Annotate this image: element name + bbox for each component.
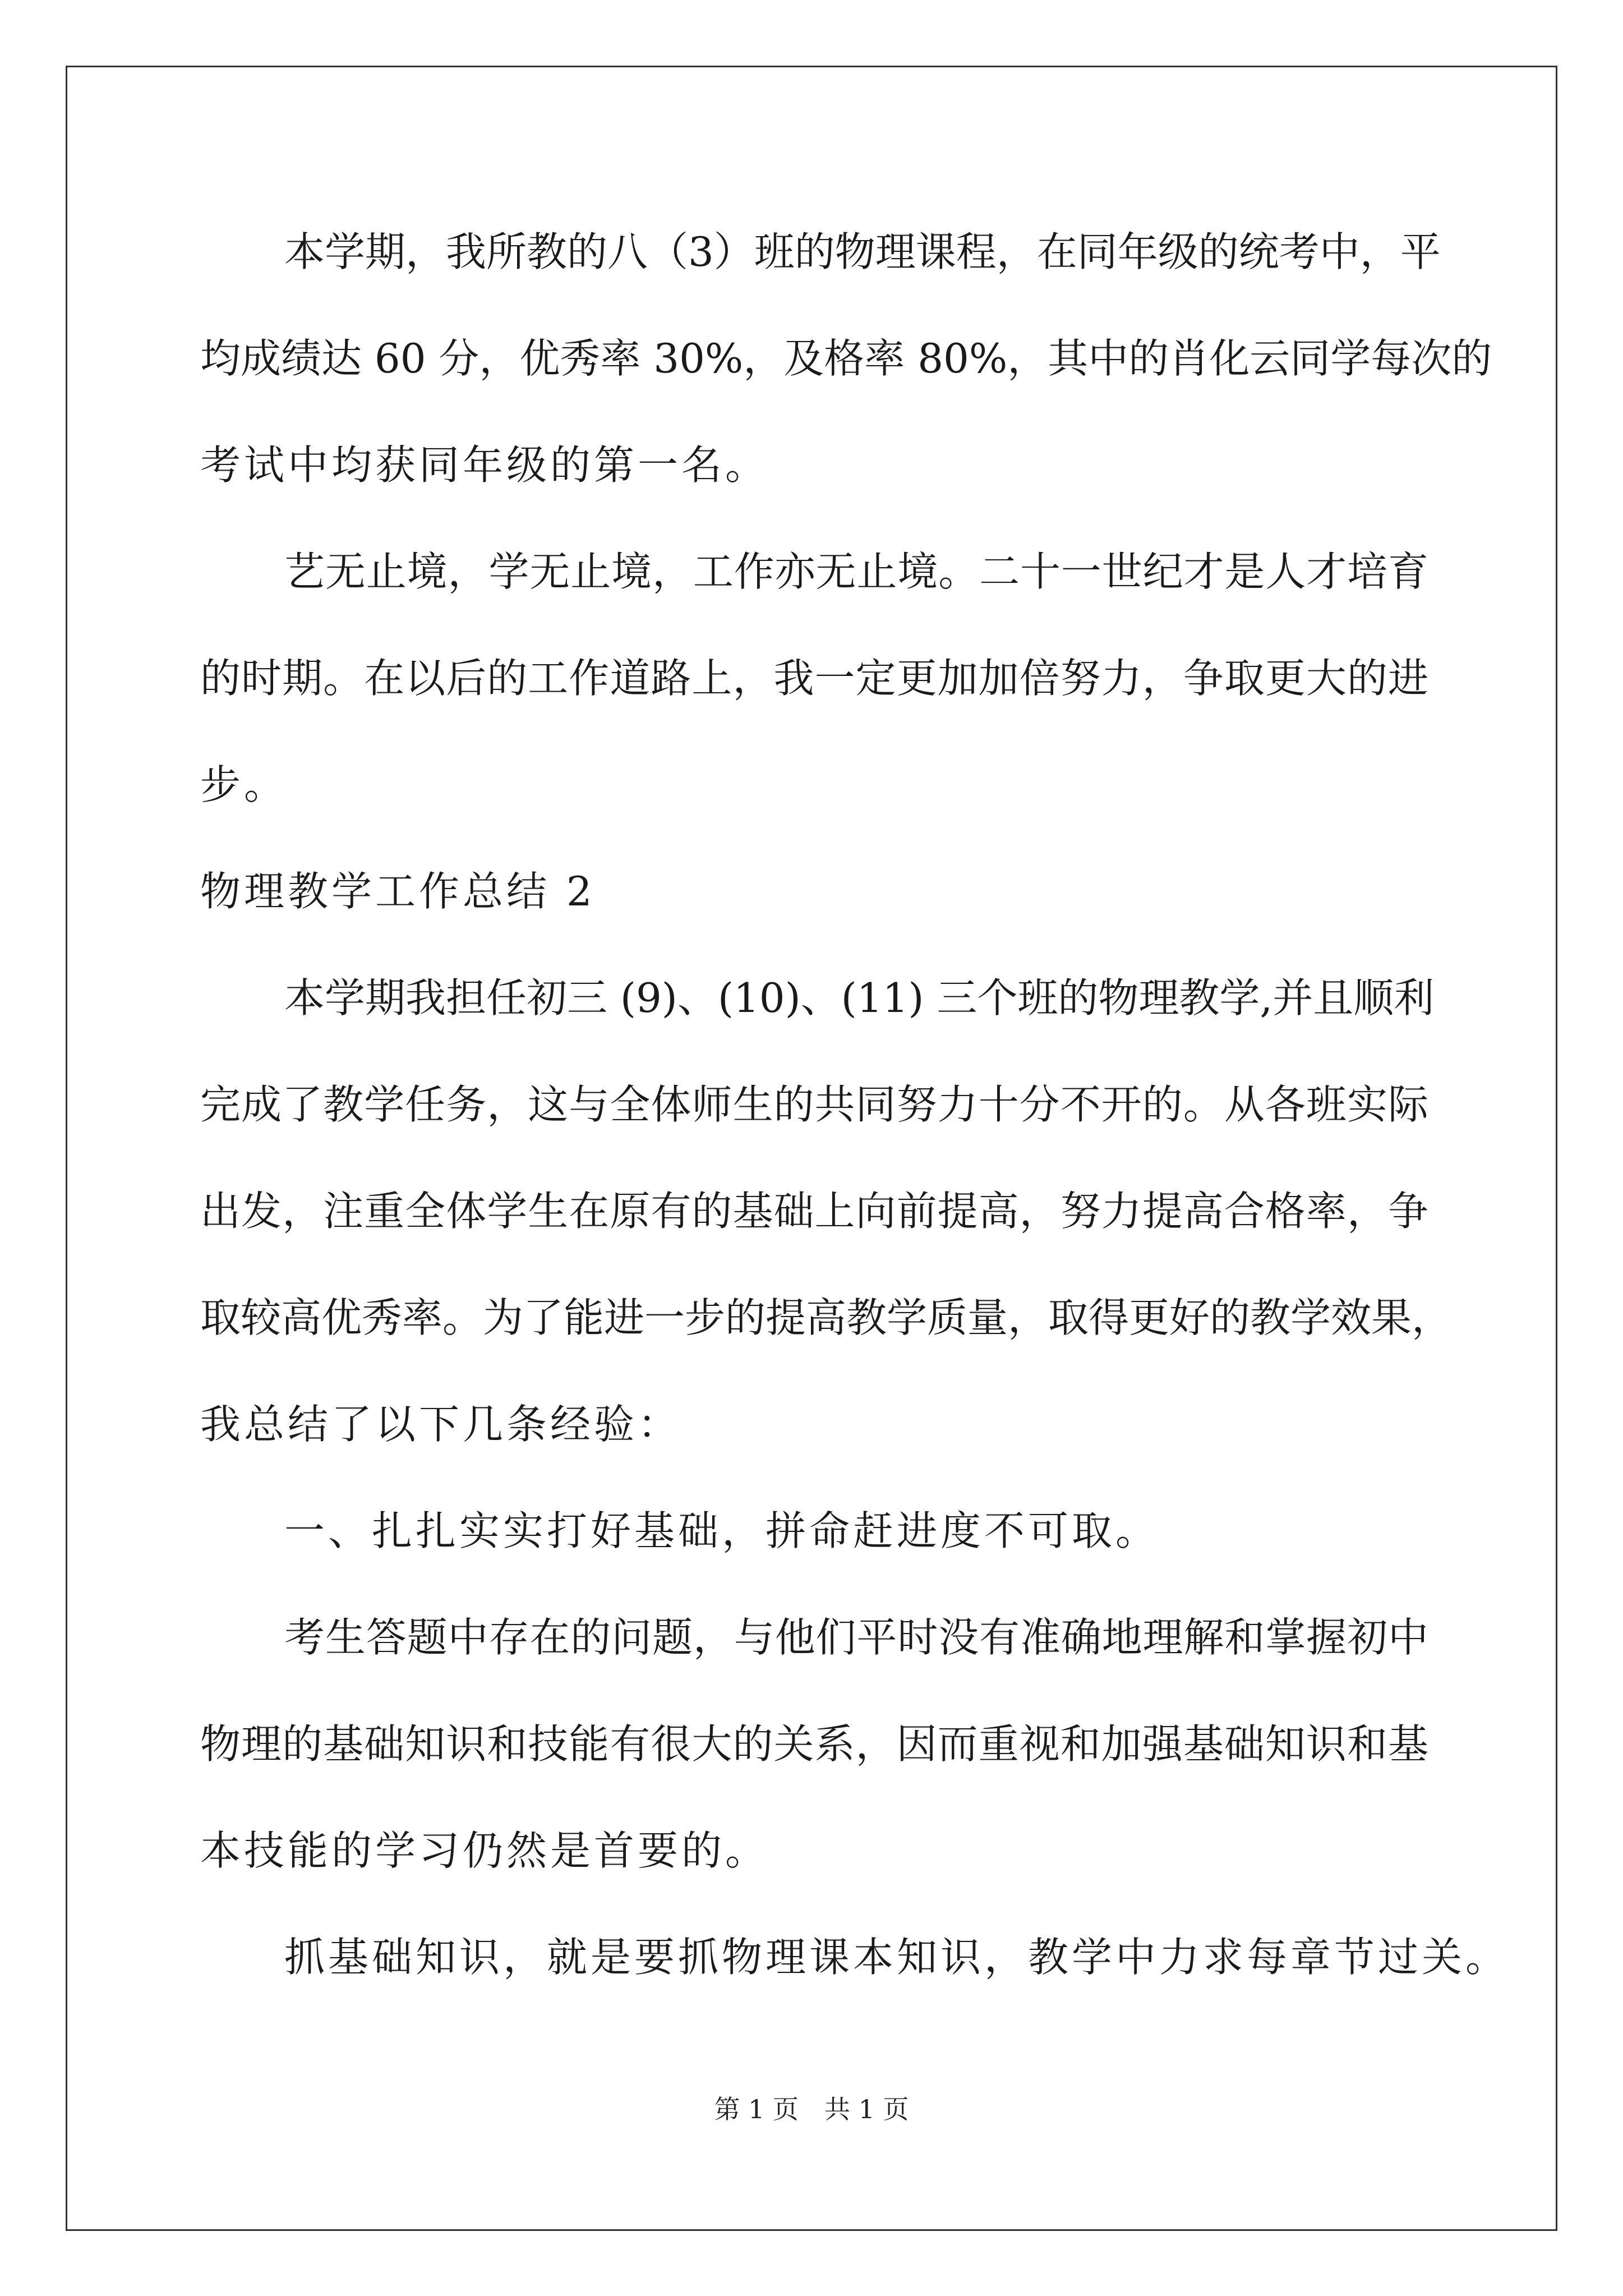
paragraph-line: 物理的基础知识和技能有很大的关系，因而重视和加强基础知识和基 xyxy=(200,1720,1428,1768)
paragraph-line: 考生答题中存在的问题，与他们平时没有准确地理解和掌握初中 xyxy=(284,1614,1428,1661)
section-heading: 物理教学工作总结 2 xyxy=(200,868,596,915)
paragraph-line: 考试中均获同年级的第一名。 xyxy=(200,441,769,489)
paragraph-line: 的时期。在以后的工作道路上，我一定更加加倍努力，争取更大的进 xyxy=(200,655,1428,702)
paragraph-line: 本学期，我所教的八（3）班的物理课程，在同年级的统考中，平 xyxy=(284,228,1441,275)
paragraph-line: 出发，注重全体学生在原有的基础上向前提高，努力提高合格率，争 xyxy=(200,1188,1428,1235)
paragraph-line: 取较高优秀率。为了能进一步的提高教学质量，取得更好的教学效果， xyxy=(200,1294,1453,1341)
paragraph-line: 均成绩达 60 分，优秀率 30%，及格率 80%，其中的肖化云同学每次的 xyxy=(200,335,1492,382)
paragraph-line: 艺无止境，学无止境，工作亦无止境。二十一世纪才是人才培育 xyxy=(284,548,1428,595)
paragraph-line: 一、扎扎实实打好基础，拼命赶进度不可取。 xyxy=(284,1507,1160,1554)
paragraph-line: 本技能的学习仍然是首要的。 xyxy=(200,1827,769,1874)
paragraph-line: 本学期我担任初三 (9)、(10)、(11) 三个班的物理教学,并且顺利 xyxy=(284,974,1435,1022)
page-number: 第 1 页 共 1 页 xyxy=(714,2094,909,2124)
page-border xyxy=(66,66,1557,2231)
paragraph-line: 完成了教学任务，这与全体师生的共同努力十分不开的。从各班实际 xyxy=(200,1081,1428,1128)
paragraph-line: 我总结了以下几条经验： xyxy=(200,1401,682,1448)
paragraph-line: 抓基础知识，就是要抓物理课本知识，教学中力求每章节过关。 xyxy=(284,1934,1510,1981)
paragraph-line: 步。 xyxy=(200,761,288,808)
